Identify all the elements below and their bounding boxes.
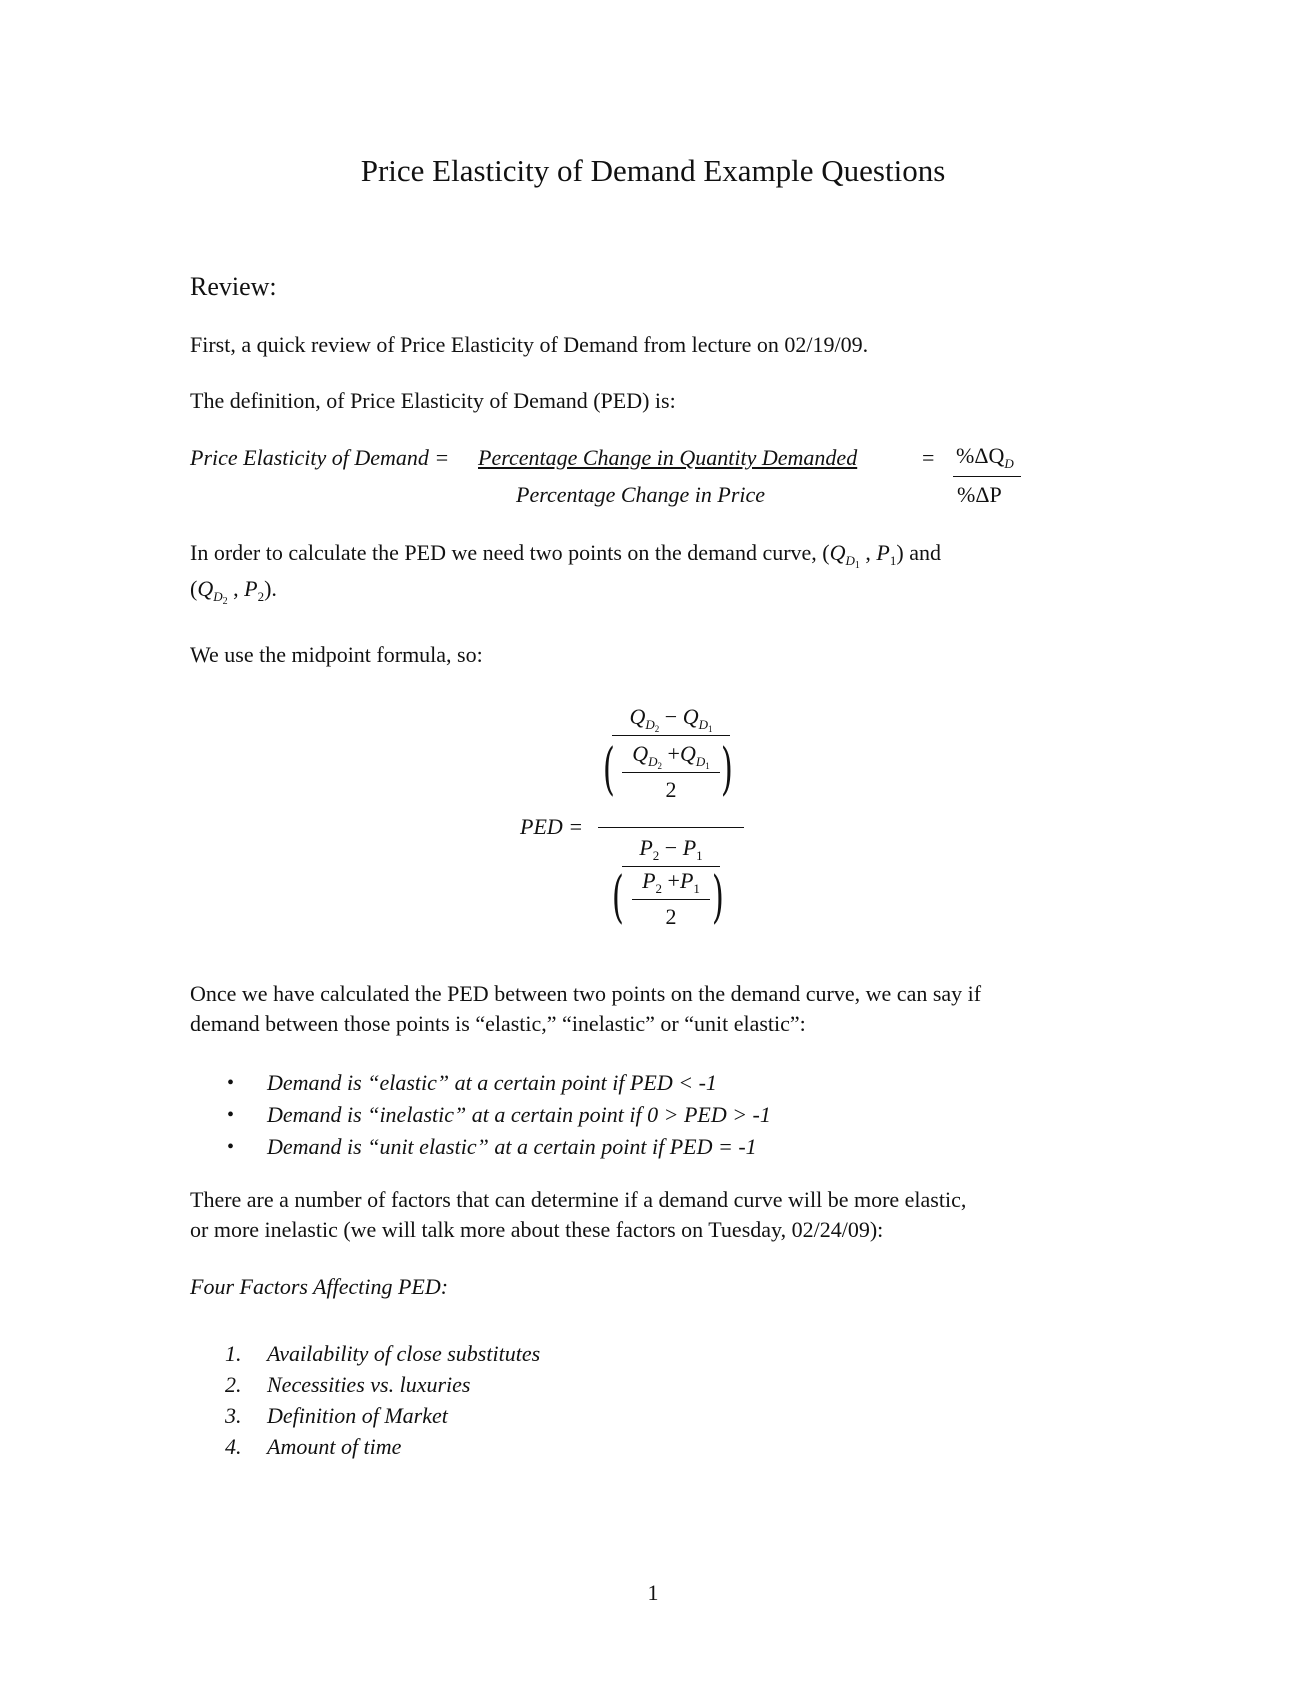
definition-denominator: Percentage Change in Price: [516, 482, 766, 507]
q-divisor: 2: [665, 777, 677, 802]
left-paren-q: (: [602, 737, 615, 802]
list-item: • Demand is “inelastic” at a certain point if 0 > PED > -1: [267, 1099, 771, 1131]
p-difference: $P_2 - P_1$: [639, 835, 703, 863]
q-sum: $Q_{D2} +Q_{D1}$: [632, 741, 710, 771]
factors-heading: Four Factors Affecting PED:: [190, 1274, 449, 1299]
q-fraction-line: [612, 735, 730, 736]
short-denominator: %ΔP: [957, 482, 1002, 507]
factors-paragraph-line1: There are a number of factors that can determine if a demand curve will be more elastic,: [190, 1187, 967, 1212]
factors-paragraph-line2: or more inelastic (we will talk more about these factors on Tuesday, 02/24/09):: [190, 1217, 884, 1242]
p-divisor: 2: [665, 904, 677, 929]
page-title: Price Elasticity of Demand Example Questions: [360, 153, 946, 188]
definition-equals: =: [922, 445, 935, 470]
right-paren-p: ): [711, 865, 724, 930]
p-sum-line: [632, 899, 710, 900]
points-paragraph: In order to calculate the PED we need two points on the demand curve, ($Q_{D1}$ , $P_1$) and: [190, 540, 941, 571]
list-item: 3. Definition of Market: [225, 1403, 448, 1428]
definition-lhs: Price Elasticity of Demand =: [190, 445, 450, 470]
elasticity-paragraph-line2: demand between those points is “elastic,” “inelastic” or “unit elastic”:: [190, 1011, 806, 1036]
list-item: 4. Amount of time: [225, 1434, 402, 1459]
short-fraction-line: [953, 476, 1021, 477]
p-fraction-line: [622, 866, 720, 867]
factors-list: [190, 1338, 540, 1462]
p-sum: $P_2 +P_1$: [642, 868, 700, 896]
elasticity-paragraph-line1: Once we have calculated the PED between two points on the demand curve, we can say if: [190, 981, 982, 1006]
definition-numerator: Percentage Change in Quantity Demanded: [478, 445, 858, 470]
intro-paragraph: First, a quick review of Price Elasticity of Demand from lecture on 02/19/09.: [190, 332, 869, 357]
point-two: ($Q_{D2}$ , $P_2$).: [190, 576, 277, 607]
list-item: 2. Necessities vs. luxuries: [225, 1372, 471, 1397]
list-item: • Demand is “unit elastic” at a certain point if PED = -1: [267, 1131, 771, 1163]
right-paren-q: ): [720, 737, 733, 802]
elasticity-rules-list: [190, 1067, 771, 1163]
list-item: • Demand is “elastic” at a certain point if PED < -1: [267, 1067, 771, 1099]
page-number: 1: [647, 1580, 659, 1605]
left-paren-p: (: [611, 865, 624, 930]
short-numerator: $\%\Delta Q_D$: [956, 443, 1014, 471]
main-fraction-line: [598, 827, 744, 828]
review-heading: Review:: [190, 272, 277, 301]
q-sum-line: [622, 772, 720, 773]
q-difference: $Q_{D2} - Q_{D1}$: [629, 704, 713, 734]
ped-lhs: PED =: [520, 814, 584, 839]
list-item: 1. Availability of close substitutes: [225, 1341, 541, 1366]
midpoint-intro: We use the midpoint formula, so:: [190, 642, 483, 667]
definition-intro: The definition, of Price Elasticity of Demand (PED) is:: [190, 388, 676, 413]
